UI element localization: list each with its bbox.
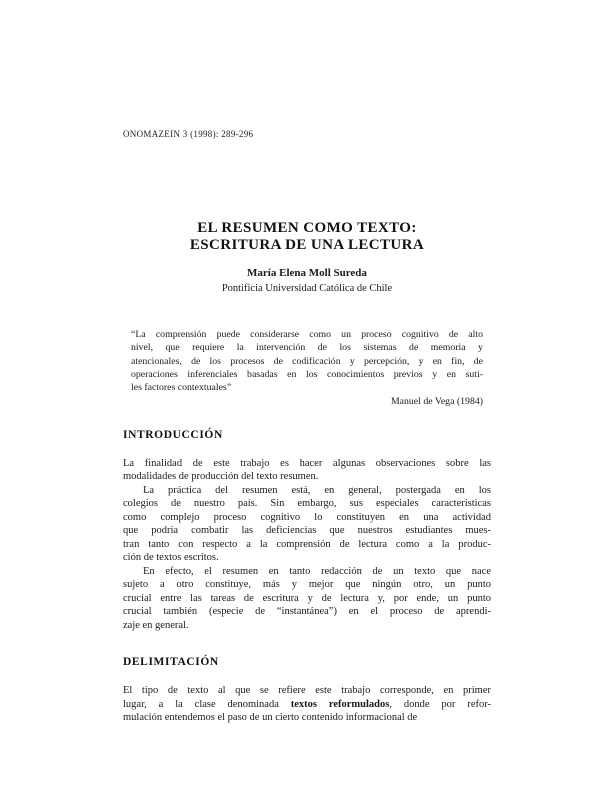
epigraph-quote: “La comprensión puede considerarse como un proceso cognitivo de alto nivel, que requiere la intervención de los sistemas de memoria y atencionales, de los procesos de codificación y percepción, y en fin, de operaciones inferenciales basadas en los conocimientos previos y en suti- les factores contextuales” [131, 329, 483, 394]
paragraph: La práctica del resumen está, en general, postergada en los colegios de nuestro país. Sin embargo, sus especiales características como complejo proceso cognitivo lo constituyen en una actividad que podría combatir las deficiencias que nuestros estudiantes mues- tran tanto con respecto a la comprensión de lectura como a la produc- ción de textos escritos. [123, 484, 491, 564]
section-body-delimitacion [123, 684, 491, 725]
author-name: María Elena Moll Sureda [247, 267, 367, 279]
author-affiliation: Pontificia Universidad Católica de Chile [221, 283, 393, 294]
section-body-introduccion [123, 457, 491, 633]
epigraph-attribution: Manuel de Vega (1984) [390, 396, 483, 408]
journal-citation-header: ONOMAZEIN 3 (1998): 289-296 [123, 129, 254, 139]
paragraph: En efecto, el resumen en tanto redacción de un texto que nace sujeto a otro constituye, más y mejor que ningún otro, un punto crucial entre las tareas de escritura y de lectura y, por ende, un punto crucial también (especie de “instantánea”) en el proceso de aprendi- zaje en general. [123, 565, 491, 631]
section-heading-introduccion: INTRODUCCIÓN [123, 428, 223, 441]
paragraph: El tipo de texto al que se refiere este trabajo corresponde, en primer lugar, a la clase denominada textos reformulados, donde por refor- mulación entendemos el paso de un cierto contenido informacional de [123, 685, 492, 724]
page-content [123, 128, 491, 725]
paragraph: La finalidad de este trabajo es hacer algunas observaciones sobre las modalidades de producción del texto resumen. [123, 457, 491, 483]
section-heading-delimitacion: DELIMITACIÓN [123, 656, 219, 669]
paper-title: EL RESUMEN COMO TEXTO: ESCRITURA DE UNA LECTURA [189, 220, 425, 253]
